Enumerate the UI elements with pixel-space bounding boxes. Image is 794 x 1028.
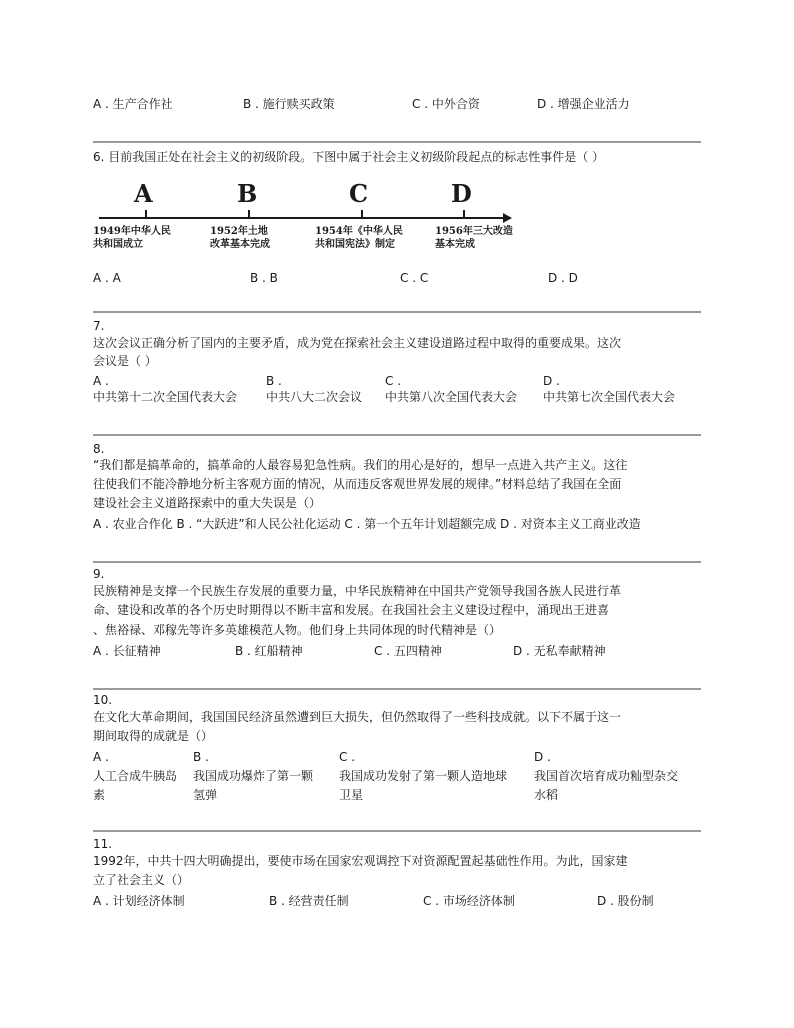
divider — [93, 434, 701, 436]
question-stem-line: 1992年，中共十四大明确提出，要使市场在国家宏观调控下对资源配置起基础性作用。为此，国家建 — [93, 854, 628, 868]
timeline-letter-c: C — [349, 179, 369, 208]
option-d-letter: D . — [534, 750, 551, 764]
question-number: 8. — [93, 442, 105, 456]
timeline-caption-d: 1956年三大改造 基本完成 — [435, 226, 513, 250]
option-a[interactable]: A . 长征精神 — [93, 644, 161, 658]
option-c[interactable]: C . 中外合资 — [412, 97, 480, 111]
question-stem-line: 这次会议正确分析了国内的主要矛盾，成为党在探索社会主义建设道路过程中取得的重要成果。这次 — [93, 336, 622, 350]
question-stem-line: 期间取得的成就是（） — [93, 729, 214, 743]
option-a[interactable]: A . 计划经济体制 — [93, 894, 185, 908]
question-stem-line: 立了社会主义（） — [93, 873, 190, 887]
option-a[interactable]: 中共第十二次全国代表大会 — [93, 390, 238, 404]
option-c[interactable]: C . C — [400, 271, 429, 285]
timeline-letter-b: B — [237, 179, 258, 208]
option-d-letter: D . — [543, 374, 560, 388]
option-d[interactable]: 中共第七次全国代表大会 — [543, 390, 676, 404]
option-a-letter: A . — [93, 374, 109, 388]
option-d[interactable]: D . 增强企业活力 — [537, 97, 630, 111]
option-a-letter: A . — [93, 750, 109, 764]
option-b-letter: B . — [266, 374, 282, 388]
question-stem-line: 、焦裕禄、邓稼先等许多英雄模范人物。他们身上共同体现的时代精神是（） — [93, 623, 502, 637]
divider — [93, 688, 701, 690]
option-c[interactable]: 我国成功发射了第一颗人造地球 卫星 — [339, 769, 508, 802]
question-stem: 6. 目前我国正处在社会主义的初级阶段。下图中属于社会主义初级阶段起点的标志性事件是（ ） — [93, 150, 605, 164]
question-stem-line: 建设社会主义道路探索中的重大失误是（） — [93, 496, 322, 510]
question-number: 9. — [93, 567, 105, 581]
question-stem-line: 会议是（ ） — [93, 354, 157, 368]
question-stem-line: “我们都是搞革命的，搞革命的人最容易犯急性病。我们的用心是好的，想早一点进入共产主义。这往 — [93, 458, 628, 472]
option-c[interactable]: C . 五四精神 — [374, 644, 442, 658]
option-d[interactable]: D . D — [548, 271, 578, 285]
option-b[interactable]: B . 红船精神 — [235, 644, 303, 658]
option-c-letter: C . — [385, 374, 402, 388]
option-b[interactable]: B . B — [250, 271, 278, 285]
question-stem-line: 往使我们不能冷静地分析主客观方面的情况，从而违反客观世界发展的规律。”材料总结了我国在全面 — [93, 477, 622, 491]
timeline-caption-c: 1954年《中华人民 共和国宪法》制定 — [315, 226, 403, 250]
question-number: 10. — [93, 693, 113, 707]
option-b[interactable]: 中共八大二次会议 — [266, 390, 363, 404]
option-c[interactable]: C . 市场经济体制 — [423, 894, 515, 908]
option-a[interactable]: 人工合成牛胰岛 素 — [93, 769, 178, 802]
option-d[interactable]: D . 股份制 — [597, 894, 654, 908]
option-d[interactable]: 我国首次培育成功籼型杂交 水稻 — [534, 769, 679, 802]
divider — [93, 141, 701, 143]
timeline-letter-d: D — [451, 179, 472, 208]
option-a[interactable]: A . A — [93, 271, 121, 285]
divider — [93, 830, 701, 832]
divider — [93, 311, 701, 313]
options-line[interactable]: A . 农业合作化 B . “大跃进”和人民公社化运动 C . 第一个五年计划超额完成 D . 对资本主义工商业改造 — [93, 517, 641, 531]
timeline-caption-a: 1949年中华人民 共和国成立 — [93, 226, 171, 250]
option-b[interactable]: 我国成功爆炸了第一颗 氢弹 — [193, 769, 314, 802]
option-a[interactable]: A . 生产合作社 — [93, 97, 173, 111]
option-c[interactable]: 中共第八次全国代表大会 — [385, 390, 518, 404]
question-number: 11. — [93, 837, 113, 851]
option-b[interactable]: B . 经营责任制 — [269, 894, 349, 908]
question-stem-line: 民族精神是支撑一个民族生存发展的重要力量，中华民族精神在中国共产党领导我国各族人民进行革 — [93, 584, 622, 598]
timeline-caption-b: 1952年土地 改革基本完成 — [210, 226, 270, 250]
divider — [93, 561, 701, 563]
option-c-letter: C . — [339, 750, 356, 764]
option-d[interactable]: D . 无私奉献精神 — [513, 644, 606, 658]
timeline-diagram — [93, 180, 523, 260]
option-b-letter: B . — [193, 750, 209, 764]
timeline-letter-a: A — [134, 179, 153, 208]
question-number: 7. — [93, 319, 105, 333]
question-stem-line: 在文化大革命期间，我国国民经济虽然遭到巨大损失，但仍然取得了一些科技成就。以下不属于这一 — [93, 710, 622, 724]
question-stem-line: 命、建设和改革的各个历史时期得以不断丰富和发展。在我国社会主义建设过程中，涌现出王进喜 — [93, 603, 610, 617]
option-b[interactable]: B . 施行赎买政策 — [243, 97, 335, 111]
